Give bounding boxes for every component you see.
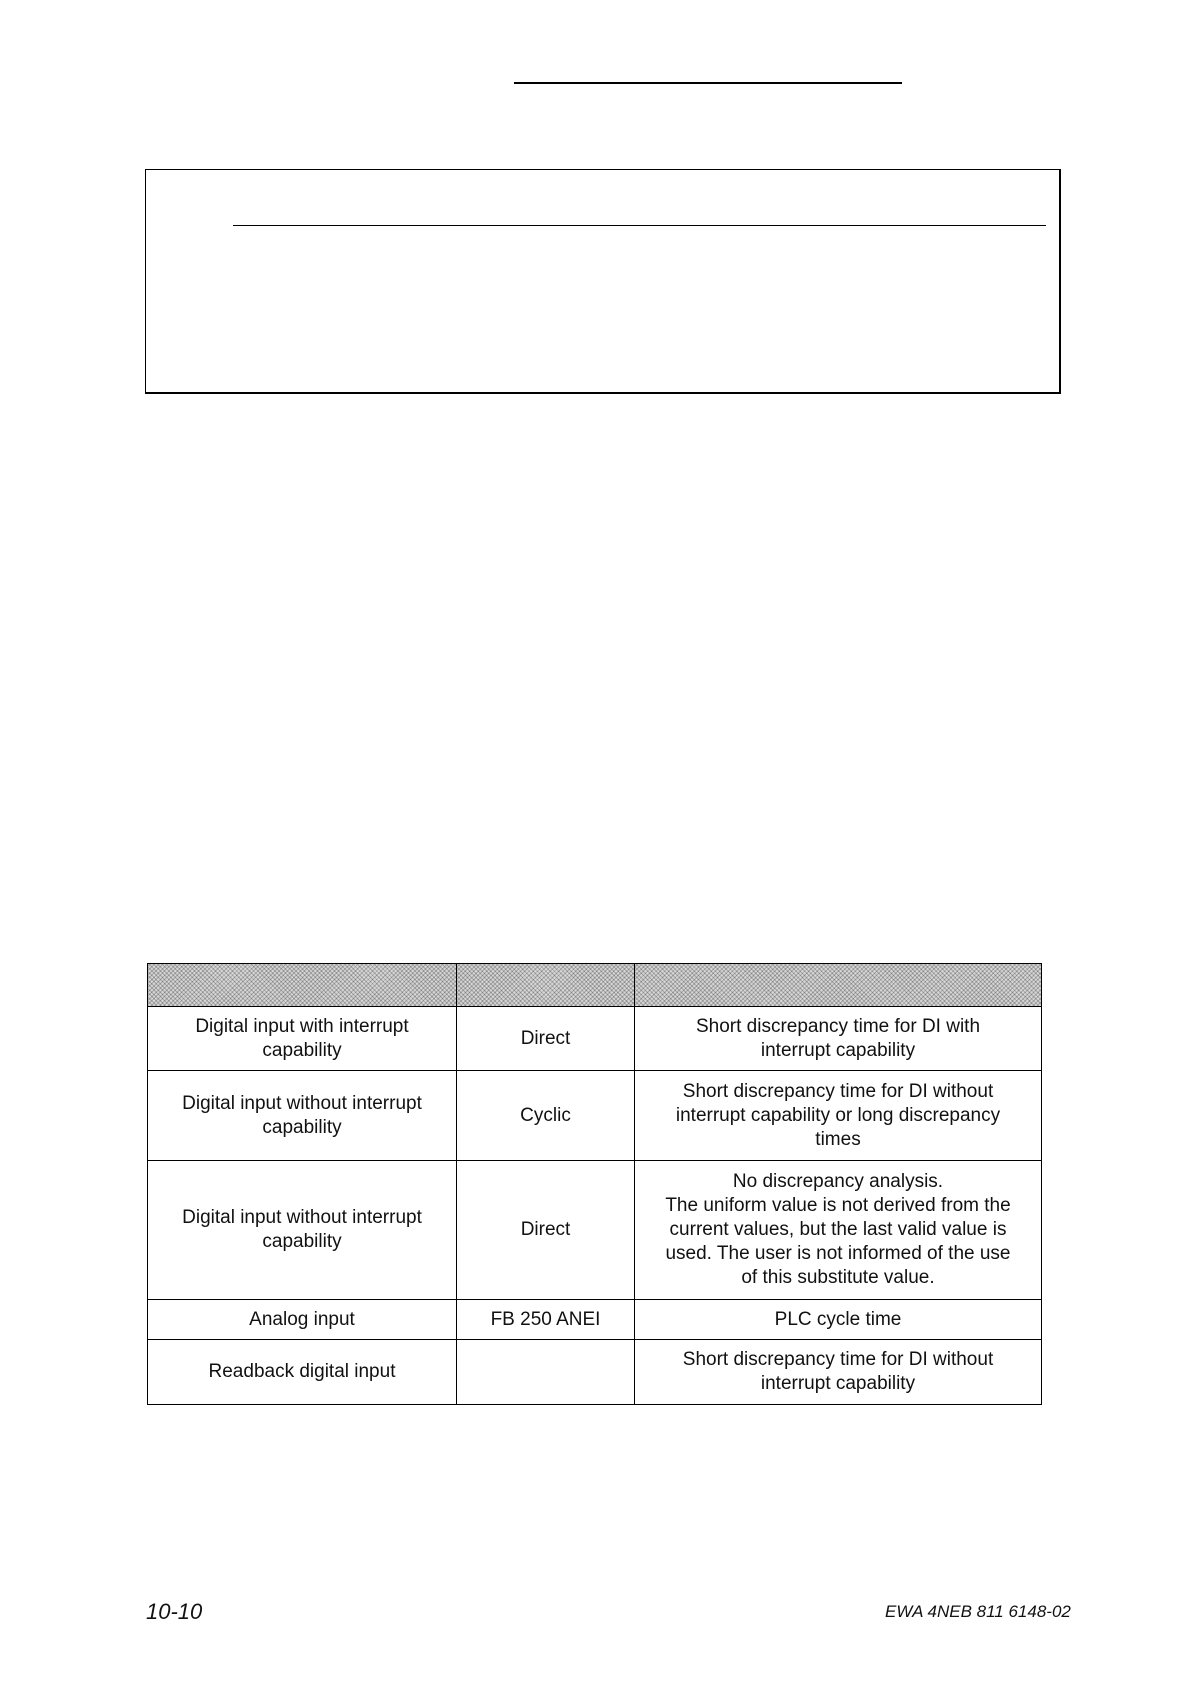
cell-text: Digital input without interrupt xyxy=(182,1207,422,1228)
input-type-cell xyxy=(148,1007,457,1071)
page-number: 10-10 xyxy=(146,1599,203,1624)
cell-text: Readback digital input xyxy=(208,1361,396,1382)
usage-cell xyxy=(635,1071,1042,1161)
cell-text: capability xyxy=(262,1231,342,1252)
usage-cell xyxy=(635,1340,1042,1405)
cell-text: interrupt capability xyxy=(760,1039,916,1061)
document-id: EWA 4NEB 811 6148-02 xyxy=(885,1602,1071,1621)
table-row xyxy=(148,1007,1042,1071)
cell-text: capability xyxy=(262,1039,342,1061)
table-row xyxy=(148,1300,1042,1340)
cell-text: Short discrepancy time for DI with xyxy=(695,1015,981,1037)
input-type-cell xyxy=(148,1071,457,1161)
read-mode-cell: FB 250 ANEI xyxy=(457,1300,635,1340)
cell-text: capability xyxy=(262,1116,342,1138)
table-row xyxy=(148,1161,1042,1300)
cell-text: Analog input xyxy=(249,1308,355,1330)
cell-text: Digital input without interrupt xyxy=(182,1092,422,1114)
cell-text: times xyxy=(815,1128,861,1150)
cell-text: current values, but the last valid value is xyxy=(669,1219,1007,1240)
table-header-cell xyxy=(635,964,1042,1007)
table-row xyxy=(148,1071,1042,1161)
input-type-cell xyxy=(148,1161,457,1300)
input-type-cell xyxy=(148,1340,457,1405)
usage-cell xyxy=(635,1161,1042,1300)
read-mode-cell xyxy=(457,1340,635,1405)
cell-text: Short discrepancy time for DI without xyxy=(682,1349,994,1370)
usage-cell xyxy=(635,1300,1042,1340)
discrepancy-table xyxy=(147,963,1042,1405)
header-rule xyxy=(514,82,902,84)
cell-text: The uniform value is not derived from the xyxy=(665,1195,1011,1216)
cell-text: Short discrepancy time for DI without xyxy=(682,1080,994,1102)
cell-text: used. The user is not informed of the use xyxy=(665,1243,1011,1264)
read-mode-cell: Direct xyxy=(457,1161,635,1300)
cell-text: Digital input with interrupt xyxy=(195,1015,409,1037)
input-type-cell xyxy=(148,1300,457,1340)
cell-text: PLC cycle time xyxy=(774,1308,902,1330)
read-mode-cell: Cyclic xyxy=(457,1071,635,1161)
note-box xyxy=(145,169,1061,394)
usage-cell xyxy=(635,1007,1042,1071)
cell-text: of this substitute value. xyxy=(741,1267,935,1288)
cell-text: interrupt capability or long discrepancy xyxy=(675,1104,1001,1126)
table-header-cell xyxy=(148,964,457,1007)
table-header-cell xyxy=(457,964,635,1007)
table-header-row xyxy=(148,964,1042,1007)
table-row xyxy=(148,1340,1042,1405)
cell-text: interrupt capability xyxy=(760,1373,916,1394)
cell-text: No discrepancy analysis. xyxy=(732,1171,944,1192)
note-box-rule xyxy=(233,225,1046,226)
read-mode-cell: Direct xyxy=(457,1007,635,1071)
